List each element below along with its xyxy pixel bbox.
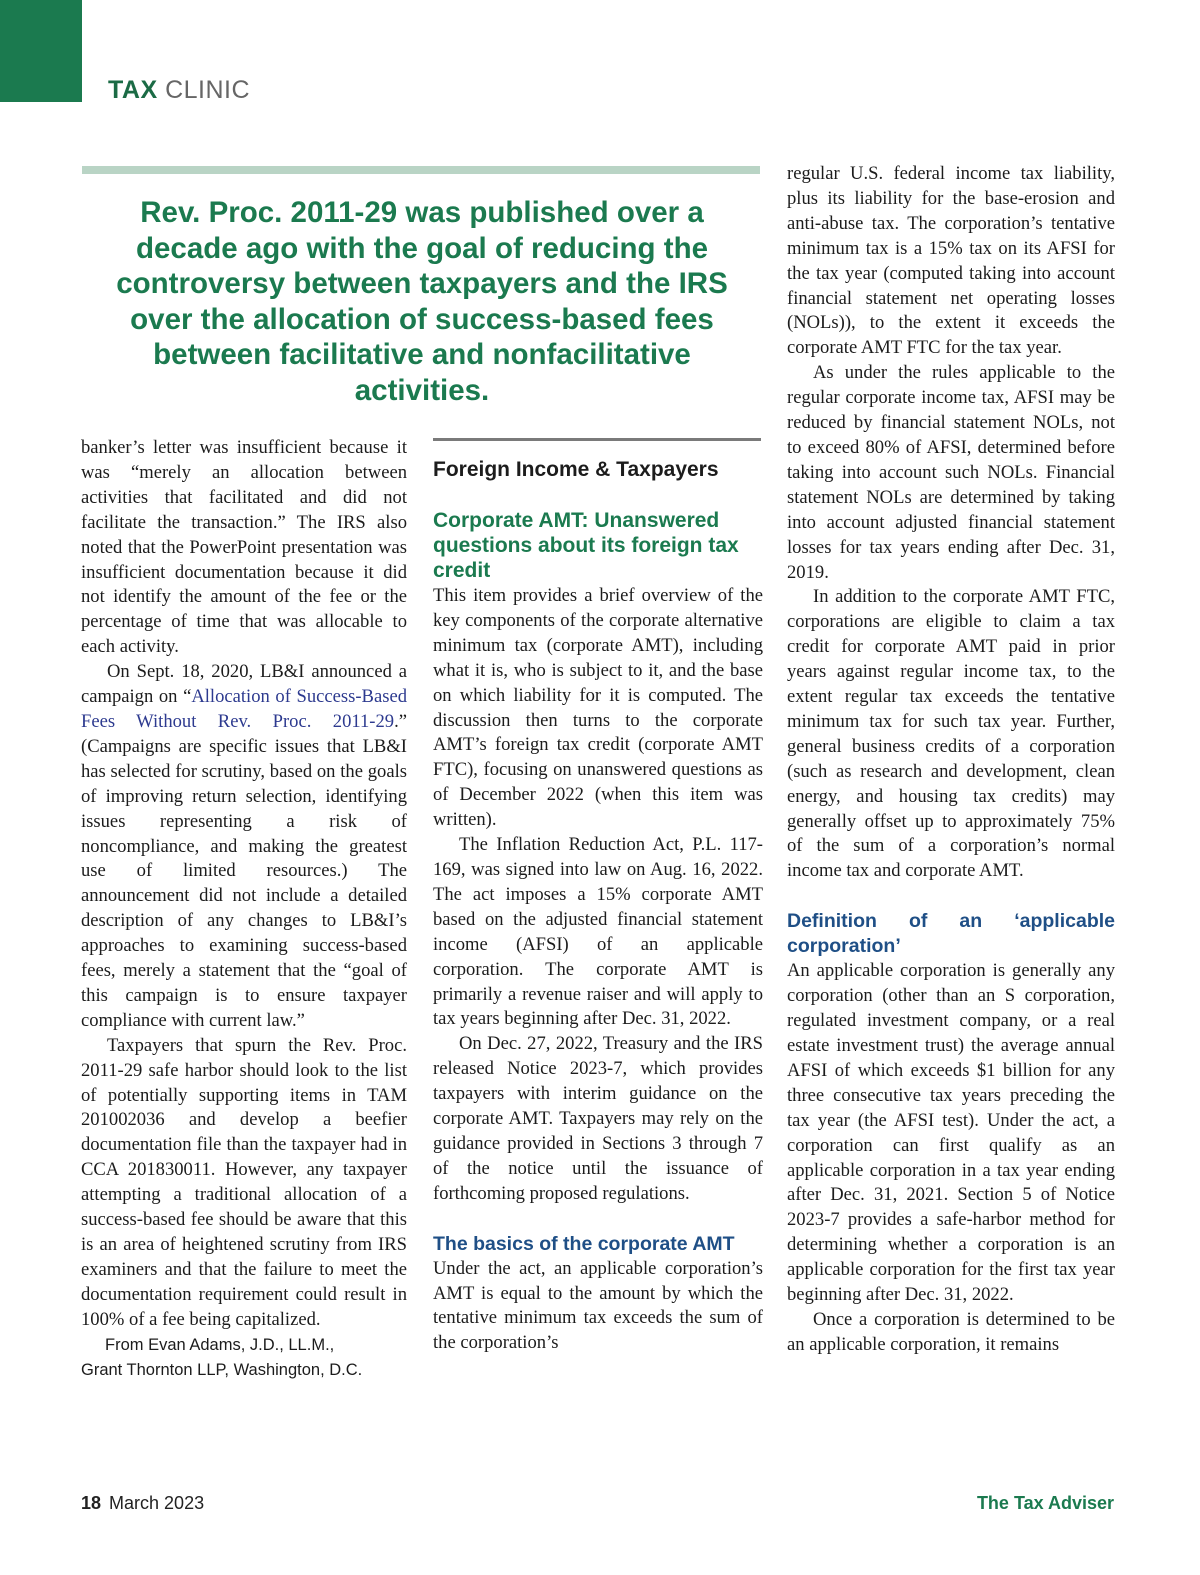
col3-paragraph-5: Once a corporation is determined to be an applicable corporation, it remains	[787, 1308, 1115, 1355]
col3-paragraph-4: An applicable corporation is generally any corporation (other than an S corporation, regulated investment company, or a real estate investment trust) the average annual AFSI of which exceeds $1 billion for any three consecutive tax years preceding the tax year (the AFSI test). Under the act, a corporation can first qualify as an applicable corporation in a tax year ending after Dec. 31, 2021. Section 5 of Notice 2023-7 provides a safe-harbor method for determining whether a corporation is an applicable corporation for the first tax year beginning after Dec. 31, 2022.	[787, 960, 1115, 1306]
pull-quote-rule	[82, 166, 760, 174]
section-label-strong: TAX	[108, 76, 158, 104]
section-label-light: CLINIC	[157, 76, 251, 104]
section-heading: Foreign Income & Taxpayers	[433, 458, 719, 481]
col1-p2-post: .” (Campaigns are specific issues that LB&I has selected for scrutiny, based on the goals of improving return selection, identifying issues representing a risk of noncompliance, and making the greatest use of limited resources.) The announcement did not include a detailed description of any changes to LB&I’s approaches to examining success-based fees, merely a statement that the “goal of this campaign is to ensure taxpayer compliance with current law.”	[81, 710, 407, 1031]
col3-paragraph-1: regular U.S. federal income tax liability, plus its liability for the base-erosion and anti-abuse tax. The corporation’s tentative minimum tax is a 15% tax on its AFSI for the tax year (computed taking into account financial statement net operating losses (NOLs)), to the extent it exceeds the corporate AMT FTC for the tax year.	[787, 163, 1115, 359]
footer-page-info	[81, 1493, 204, 1514]
campaign-link[interactable]: Allocation of Success-Based Fees Without Rev. Proc. 2011-29	[81, 686, 408, 732]
article-title: Corporate AMT: Unanswered questions about its foreign tax credit	[433, 509, 739, 582]
column-2	[433, 584, 763, 1356]
issue-date: March 2023	[109, 1493, 205, 1513]
column-1	[81, 436, 407, 1383]
col2-paragraph-3: On Dec. 27, 2022, Treasury and the IRS released Notice 2023-7, which provides taxpayers with interim guidance on the corporate AMT. Taxpayers may rely on the guidance provided in Sections 3 through 7 of the notice until the issuance of forthcoming proposed regulations.	[433, 1033, 763, 1204]
column-2-rule	[433, 438, 761, 441]
col3-paragraph-2: As under the rules applicable to the regular corporate income tax, AFSI may be reduced by financial statement NOLs, not to exceed 80% of AFSI, determined before taking into account such NOLs. Financial statement NOLs are determined by taking into account adjusted financial statement losses for tax years ending after Dec. 31, 2019.	[787, 362, 1115, 583]
col3-paragraph-3: In addition to the corporate AMT FTC, corporations are eligible to claim a tax credit for corporate AMT paid in prior years against regular income tax, to the extent regular tax exceeds the tentative minimum tax for such tax year. Further, general business credits of a corporation (such as research and development, clean energy, and housing tax credits) may generally offset up to approximately 75% of the sum of a corporation’s normal income tax and corporate AMT.	[787, 586, 1115, 882]
subhead-basics: The basics of the corporate AMT	[433, 1232, 735, 1255]
page-number: 18	[81, 1493, 102, 1513]
byline-line-1: From Evan Adams, J.D., LL.M.,	[105, 1335, 335, 1354]
col2-paragraph-4: Under the act, an applicable corporation’s AMT is equal to the amount by which the tentative minimum tax exceeds the sum of the corporation’s	[433, 1257, 763, 1354]
subhead-definition: Definition of an ‘applicable corporation’	[787, 910, 1115, 958]
col1-p2-pre: On Sept. 18, 2020, LB&I announced a campaign on “	[81, 661, 407, 708]
byline-line-2: Grant Thornton LLP, Washington, D.C.	[81, 1360, 363, 1379]
col2-paragraph-2: The Inflation Reduction Act, P.L. 117-169, was signed into law on Aug. 16, 2022. The act imposes a 15% corporate AMT based on the adjusted financial statement income (AFSI) of an applicable corporation. The corporate AMT is primarily a revenue raiser and will apply to tax years beginning after Dec. 31, 2022.	[433, 834, 763, 1030]
column-3	[787, 162, 1115, 1358]
col2-paragraph-1: This item provides a brief overview of the key components of the corporate alternative minimum tax (corporate AMT), including what it is, who is subject to it, and the base on which liability for it is computed. The discussion then turns to the corporate AMT’s foreign tax credit (corporate AMT FTC), focusing on unanswered questions as of December 2022 (when this item was written).	[433, 585, 763, 831]
col1-paragraph-3: Taxpayers that spurn the Rev. Proc. 2011-29 safe harbor should look to the list of potentially supporting items in TAM 201002036 and develop a beefier documentation file than the taxpayer had in CCA 201830011. However, any taxpayer attempting a traditional allocation of a success-based fee should be aware that this is an area of heightened scrutiny from IRS examiners and that the failure to meet the documentation requirement could result in 100% of a fee being capitalized.	[81, 1034, 407, 1330]
corner-color-block	[0, 0, 82, 102]
col1-paragraph-1: banker’s letter was insufficient because it was “merely an allocation between activities that facilitated and did not facilitate the transaction.” The IRS also noted that the PowerPoint presentation was insufficient documentation because it did not identify the amount of the fee or the percentage of time that was allocable to each activity.	[81, 437, 407, 658]
author-byline	[81, 1333, 407, 1383]
section-label	[108, 76, 250, 105]
publication-name: The Tax Adviser	[976, 1493, 1114, 1513]
col1-paragraph-2	[81, 660, 407, 1034]
pull-quote: Rev. Proc. 2011-29 was published over a decade ago with the goal of reducing the controversy between taxpayers and the IRS over the allocation of success-based fees between facilitative and nonfacilitative activities.	[116, 196, 728, 407]
